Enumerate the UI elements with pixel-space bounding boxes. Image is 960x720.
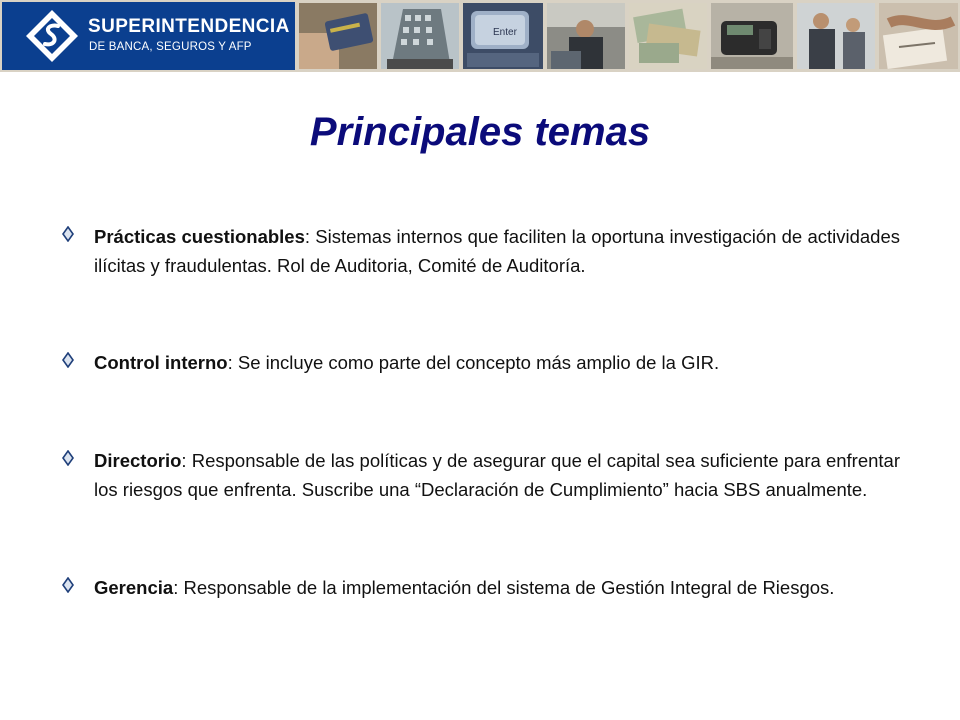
handshake-document-photo xyxy=(879,3,958,69)
keyboard-enter-photo xyxy=(463,3,543,69)
banknotes-photo xyxy=(629,3,707,69)
logo-subtitle: DE BANCA, SEGUROS Y AFP xyxy=(89,41,252,53)
office-worker-photo xyxy=(547,3,625,69)
list-item-separator: : xyxy=(304,226,316,247)
header-banner xyxy=(0,0,960,72)
list-item-text xyxy=(94,222,900,280)
list-item-term: Prácticas cuestionables xyxy=(94,226,305,247)
list-item-term: Control interno xyxy=(94,352,228,373)
diamond-bullet-icon xyxy=(62,226,74,242)
svg-text:Enter: Enter xyxy=(493,27,517,38)
list-item-separator: : xyxy=(173,577,184,598)
list-item-separator: : xyxy=(181,450,192,471)
diamond-bullet-icon xyxy=(62,450,74,466)
diamond-bullet-icon xyxy=(62,352,74,368)
diamond-bullet-icon xyxy=(62,577,74,593)
sbs-diamond-icon xyxy=(24,8,80,64)
list-item-text xyxy=(94,446,900,504)
list-item-description: Responsable de las políticas y de asegurar que el capital sea suficiente para enfrentar los riesgos que enfrenta. Suscribe una “Declaración de Cumplimiento” hacia SBS anualmente. xyxy=(94,450,901,500)
card-terminal-photo xyxy=(711,3,793,69)
business-meeting-photo xyxy=(797,3,875,69)
list-item-separator: : xyxy=(227,352,238,373)
list-item-term: Gerencia xyxy=(94,577,174,598)
page-title: Principales temas xyxy=(309,110,651,154)
list-item-text xyxy=(94,573,900,602)
credit-card-photo xyxy=(299,3,377,69)
list-item-description: Se incluye como parte del concepto más amplio de la GIR. xyxy=(237,352,720,373)
building-photo xyxy=(381,3,459,69)
list-item-description: Sistemas internos que faciliten la oportuna investigación de actividades ilícitas y fraudulentas. Rol de Auditoria, Comité de Auditoría. xyxy=(94,226,900,276)
list-item-description: Responsable de la implementación del sistema de Gestión Integral de Riesgos. xyxy=(183,577,835,598)
list-item-text xyxy=(94,348,900,377)
list-item-term: Directorio xyxy=(94,450,182,471)
sbs-logo xyxy=(2,2,295,70)
logo-title: SUPERINTENDENCIA xyxy=(88,16,290,37)
